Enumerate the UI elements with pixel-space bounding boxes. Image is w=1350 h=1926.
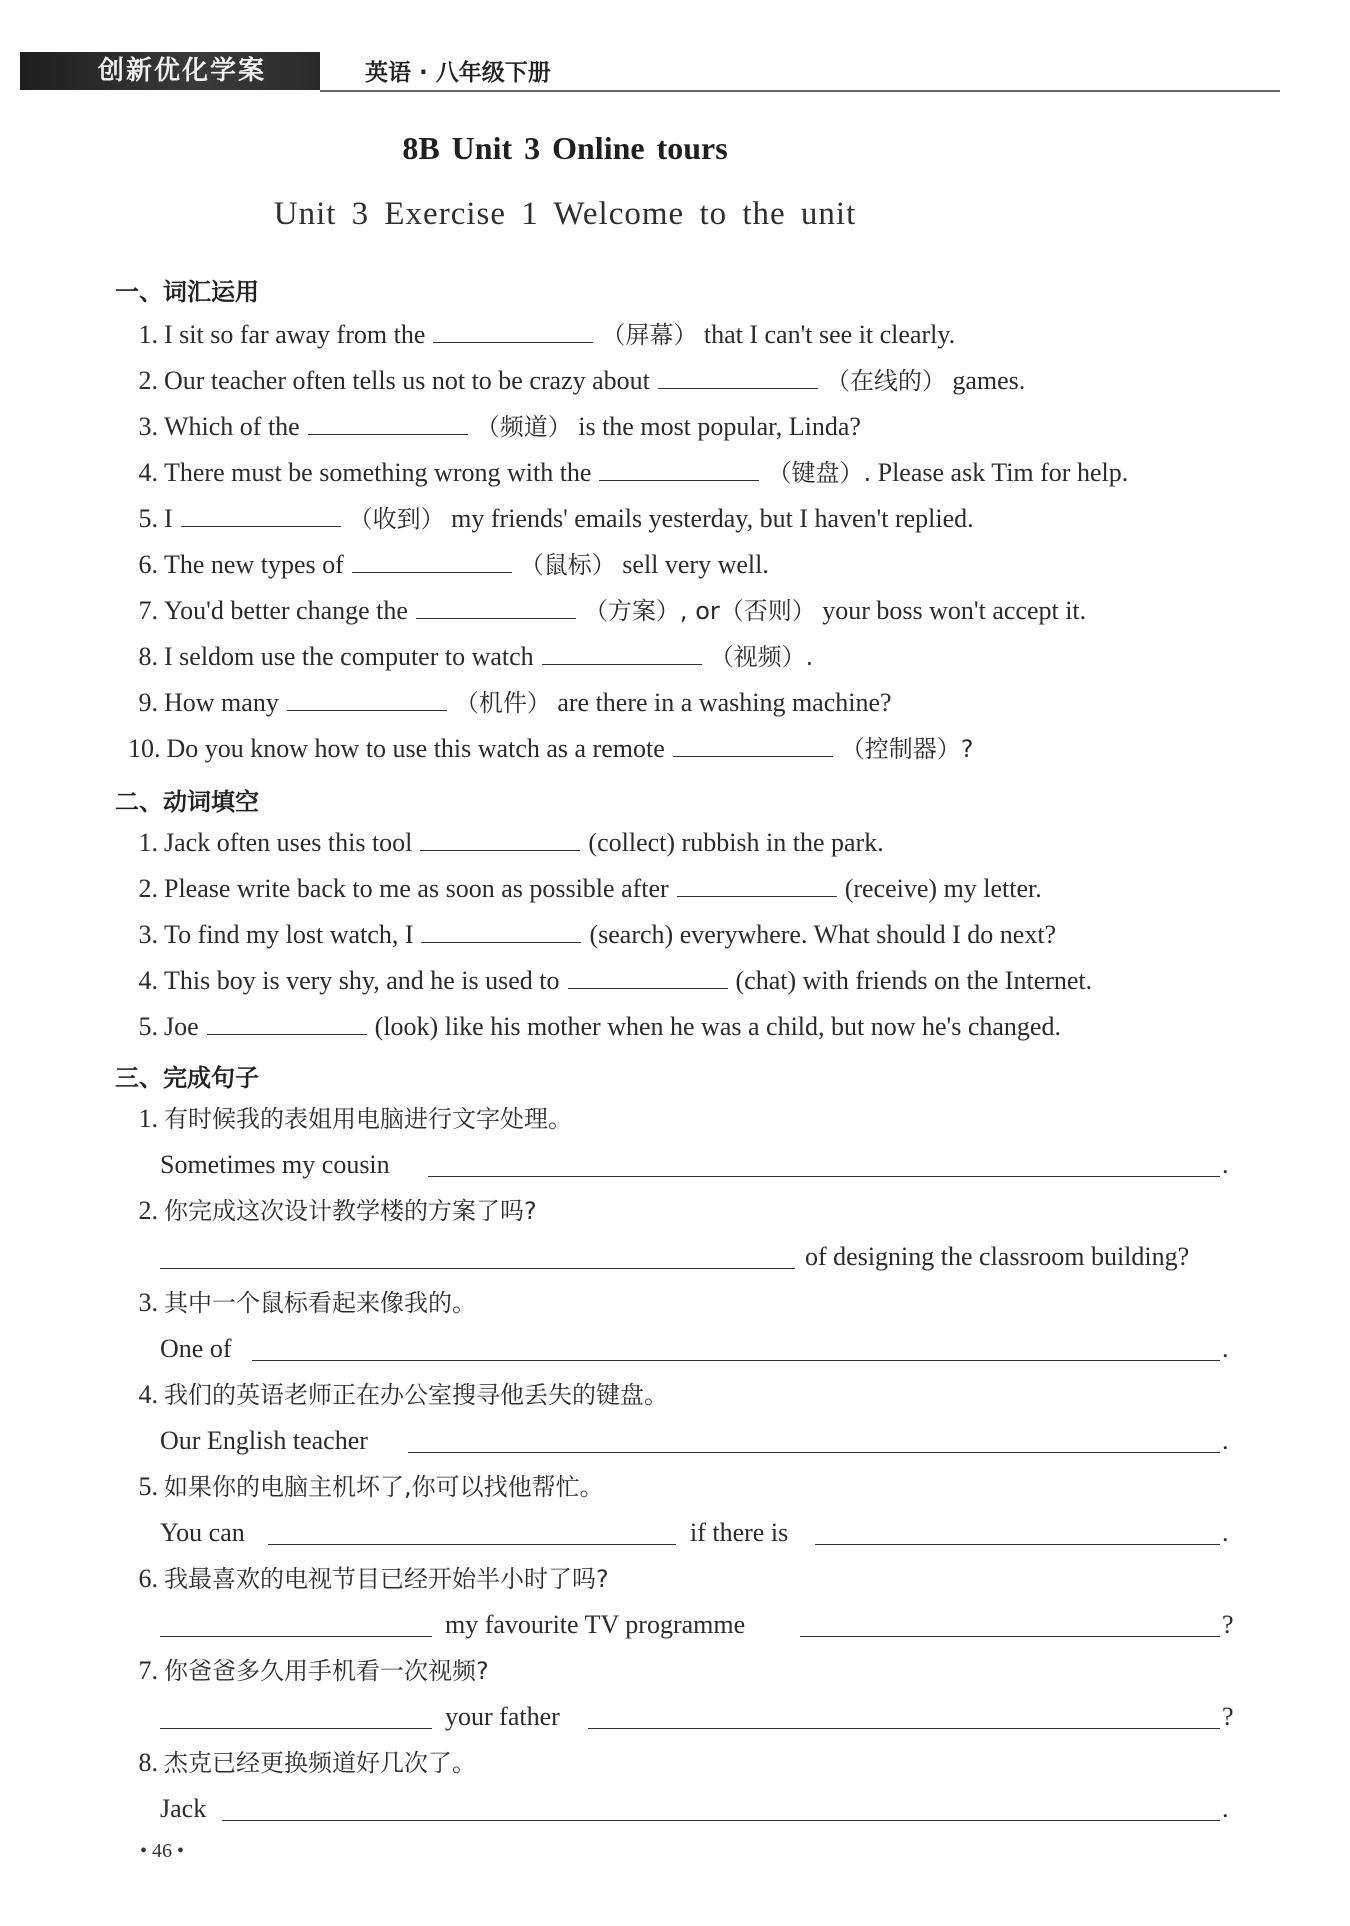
verb-item: 3. To find my lost watch, I (search) everywhere. What should I do next? <box>138 920 1057 949</box>
answer-blank[interactable] <box>673 734 833 757</box>
answer-lead: One of <box>160 1334 232 1363</box>
answer-line[interactable] <box>252 1360 1220 1361</box>
translation-prompt: 6. 我最喜欢的电视节目已经开始半小时了吗? <box>138 1564 609 1593</box>
answer-blank[interactable] <box>352 550 512 573</box>
translation-prompt: 2. 你完成这次设计教学楼的方案了吗? <box>138 1196 537 1225</box>
vocab-item: 9. How many （机件） are there in a washing machine? <box>138 688 892 717</box>
vocab-item: 4. There must be something wrong with the （键盘）. Please ask Tim for help. <box>138 458 1129 487</box>
answer-line[interactable] <box>800 1636 1220 1637</box>
answer-lead: Our English teacher <box>160 1426 368 1455</box>
brand-logo: 创新优化学案 <box>20 52 320 90</box>
answer-line[interactable] <box>815 1544 1220 1545</box>
answer-blank[interactable] <box>542 642 702 665</box>
vocab-item: 6. The new types of （鼠标） sell very well. <box>138 550 769 579</box>
exercise-subtitle: Unit 3 Exercise 1 Welcome to the unit <box>273 196 857 232</box>
vocab-item: 3. Which of the （频道） is the most popular, Linda? <box>138 412 861 441</box>
answer-blank[interactable] <box>433 320 593 343</box>
answer-middle: your father <box>445 1702 560 1731</box>
answer-line[interactable] <box>160 1728 432 1729</box>
unit-title: 8B Unit 3 Online tours <box>402 130 728 166</box>
answer-line[interactable] <box>222 1820 1220 1821</box>
answer-middle: if there is <box>690 1518 789 1547</box>
answer-blank[interactable] <box>420 828 580 851</box>
answer-line[interactable] <box>588 1728 1220 1729</box>
answer-blank[interactable] <box>599 458 759 481</box>
answer-blank[interactable] <box>207 1012 367 1035</box>
verb-item: 5. Joe (look) like his mother when he was a child, but now he's changed. <box>138 1012 1061 1041</box>
vocab-item: 5. I （收到） my friends' emails yesterday, but I haven't replied. <box>138 504 974 533</box>
vocab-item: 8. I seldom use the computer to watch （视频）. <box>138 642 814 671</box>
translation-prompt: 5. 如果你的电脑主机坏了,你可以找他帮忙。 <box>138 1472 604 1501</box>
answer-blank[interactable] <box>677 874 837 897</box>
answer-line[interactable] <box>160 1268 795 1269</box>
answer-lead: Jack <box>160 1794 207 1823</box>
answer-blank[interactable] <box>658 366 818 389</box>
answer-lead: You can <box>160 1518 245 1547</box>
translation-prompt: 8. 杰克已经更换频道好几次了。 <box>138 1748 476 1777</box>
answer-blank[interactable] <box>416 596 576 619</box>
verb-item: 4. This boy is very shy, and he is used to (chat) with friends on the Internet. <box>138 966 1093 995</box>
vocab-item: 7. You'd better change the （方案）, or（否则） your boss won't accept it. <box>138 596 1087 625</box>
answer-line[interactable] <box>408 1452 1220 1453</box>
worksheet-page: 创新优化学案 英语 · 八年级下册 8B Unit 3 Online tours Unit 3 Exercise 1 Welcome to the unit 一、词汇运用 1. I sit so far away from the （屏幕） that I can't see it clearly. 2. Our teacher often tells us not to be crazy about （在线的） games. 3. Which of the （频道） is the most popular, Linda? 4. There must be something wrong with the （键盘）. Please ask Tim for help. 5. I （收到） my friends' emails yesterday, but I haven't replied. 6. The new types of （鼠标） sell very well. 7. You'd better change the （方案）, or（否则） your boss won't accept it. 8. I seldom use the computer to watch （视频）. 9. How many （机件） are there in a washing machine? 10. Do you know how to use this watch as a remote （控制器）? 二、动词填空 1. Jack often uses this tool (collect) rubbish in the park. 2. Please write back to me as soon as possible after (receive) my letter. 3. To find my lost watch, I (search) everywhere. What should I do next? 4. This boy is very shy, and he is used to (chat) with friends on the Internet. 5. Joe (look) like his mother when he was a child, but now he's changed. 三、完成句子 1. 有时候我的表姐用电脑进行文字处理。 Sometimes my cousin . 2. 你完成这次设计教学楼的方案了吗? of designing the classroom building? 3. 其中一个鼠标看起来像我的。 One of . 4. 我们的英语老师正在办公室搜寻他丢失的键盘。 Our English teacher . 5. 如果你的电脑主机坏了,你可以找他帮忙。 You can if there is . 6. 我最喜欢的电视节目已经开始半小时了吗? my favourite TV programme ? 7. 你爸爸多久用手机看一次视频? your father ? 8. 杰克已经更换频道好几次了。 Jack . • 46 • <box>0 0 1350 1926</box>
verb-item: 1. Jack often uses this tool (collect) rubbish in the park. <box>138 828 884 857</box>
page-header <box>20 52 1280 92</box>
answer-blank[interactable] <box>568 966 728 989</box>
section1-heading: 一、词汇运用 <box>115 278 259 306</box>
answer-blank[interactable] <box>181 504 341 527</box>
answer-tail: of designing the classroom building? <box>805 1242 1190 1271</box>
page-number: • 46 • <box>140 1840 185 1862</box>
answer-blank[interactable] <box>421 920 581 943</box>
header-rule <box>320 90 1280 92</box>
subject-label: 英语 · 八年级下册 <box>365 60 551 86</box>
answer-middle: my favourite TV programme <box>445 1610 746 1639</box>
answer-lead: Sometimes my cousin <box>160 1150 390 1179</box>
answer-line[interactable] <box>428 1176 1220 1177</box>
answer-blank[interactable] <box>287 688 447 711</box>
vocab-item: 10. Do you know how to use this watch as a remote （控制器）? <box>128 734 974 763</box>
vocab-item: 2. Our teacher often tells us not to be crazy about （在线的） games. <box>138 366 1026 395</box>
answer-blank[interactable] <box>308 412 468 435</box>
translation-prompt: 1. 有时候我的表姐用电脑进行文字处理。 <box>138 1104 572 1133</box>
answer-line[interactable] <box>268 1544 676 1545</box>
translation-prompt: 7. 你爸爸多久用手机看一次视频? <box>138 1656 489 1685</box>
section3-heading: 三、完成句子 <box>115 1064 259 1092</box>
vocab-item: 1. I sit so far away from the （屏幕） that I can't see it clearly. <box>138 320 956 349</box>
verb-item: 2. Please write back to me as soon as possible after (receive) my letter. <box>138 874 1042 903</box>
section2-heading: 二、动词填空 <box>115 788 259 816</box>
answer-line[interactable] <box>160 1636 432 1637</box>
translation-prompt: 4. 我们的英语老师正在办公室搜寻他丢失的键盘。 <box>138 1380 668 1409</box>
translation-prompt: 3. 其中一个鼠标看起来像我的。 <box>138 1288 476 1317</box>
